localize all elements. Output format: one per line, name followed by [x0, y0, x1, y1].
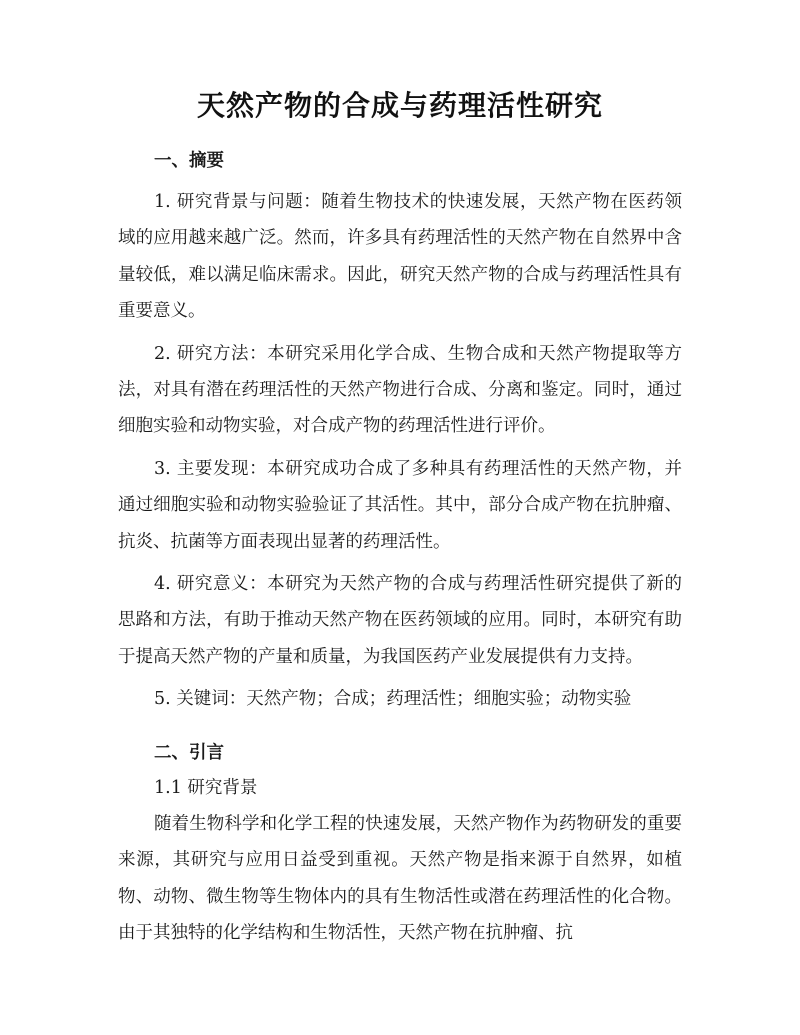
abstract-paragraph-background: 1. 研究背景与问题：随着生物技术的快速发展，天然产物在医药领域的应用越来越广泛。然而，许多具有药理活性的天然产物在自然界中含量较低，难以满足临床需求。因此，研究天然产物的合成与药理活性具有重要意义。 — [118, 192, 682, 322]
page-title: 天然产物的合成与药理活性研究 — [196, 89, 603, 122]
abstract-paragraph-findings: 3. 主要发现：本研究成功合成了多种具有药理活性的天然产物，并通过细胞实验和动物实验验证了其活性。其中，部分合成产物在抗肿瘤、抗炎、抗菌等方面表现出显著的药理活性。 — [118, 458, 682, 552]
section-heading-abstract: 一、摘要 — [154, 151, 224, 171]
abstract-paragraph-methods: 2. 研究方法：本研究采用化学合成、生物合成和天然产物提取等方法，对具有潜在药理活性的天然产物进行合成、分离和鉴定。同时，通过细胞实验和动物实验，对合成产物的药理活性进行评价。 — [118, 343, 682, 437]
abstract-paragraph-significance: 4. 研究意义：本研究为天然产物的合成与药理活性研究提供了新的思路和方法，有助于推动天然产物在医药领域的应用。同时，本研究有助于提高天然产物的产量和质量，为我国医药产业发展提供有力支持。 — [118, 574, 682, 667]
section-heading-introduction: 二、引言 — [154, 742, 224, 763]
introduction-paragraph: 随着生物科学和化学工程的快速发展，天然产物作为药物研发的重要来源，其研究与应用日益受到重视。天然产物是指来源于自然界，如植物、动物、微生物等生物体内的具有生物活性或潜在药理活性的化合物。由于其独特的化学结构和生物活性，天然产物在抗肿瘤、抗 — [118, 813, 682, 943]
subsection-heading-background: 1.1 研究背景 — [154, 777, 258, 798]
abstract-paragraph-keywords: 5. 关键词：天然产物；合成；药理活性；细胞实验；动物实验 — [154, 689, 632, 710]
